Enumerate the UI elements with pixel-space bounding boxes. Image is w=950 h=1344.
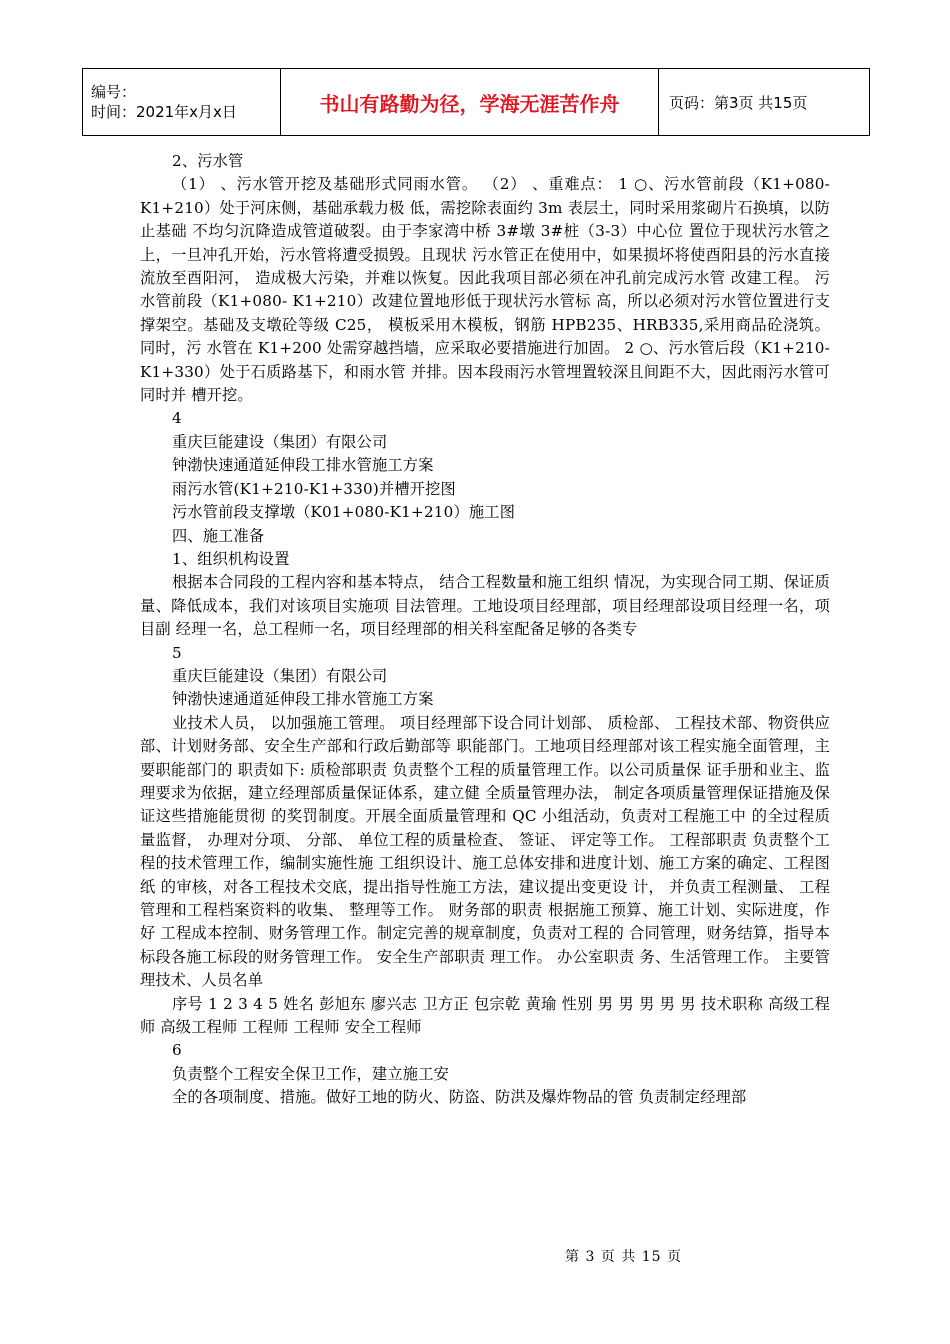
body-paragraph: （1） 、污水管开挖及基础形式同雨水管。 （2） 、重难点： 1 ○、污水管前段（K1+080-K1+210）处于河床侧，基础承载力极 低，需挖除表面约 3m 表层土，同时采用浆砌片石换填，以防止基础 不均匀沉降造成管道破裂。由于李家湾中桥 3#墩 3#桩（3-3）中心位 置位于现状污水管之上，一旦冲孔开始，污水管将遭受损毁。且现状 污水管正在使用中，如果损坏将使酉阳县的污水直接流放至酉阳河， 造成极大污染，并难以恢复。因此我项目部必须在冲孔前完成污水管 改建工程。 污水管前段（K1+080- K1+210）改建位置地形低于现状污水管标 高，所以必须对污水管位置进行支撑架空。基础及支墩砼等级 C25， 模板采用木模板，钢筋 HPB235、HRB335,采用商品砼浇筑。同时，污 水管在 K1+200 处需穿越挡墙，应采取必要措施进行加固。 2 ○、污水管后段（K1+210-K1+330）处于石质路基下，和雨水管 并排。因本段雨污水管埋置较深且间距不大，因此雨污水管可同时并 槽开挖。 bbox=[140, 175, 830, 405]
document-number-label: 编号： bbox=[91, 83, 137, 101]
section-heading: 2、污水管 bbox=[172, 152, 244, 170]
page-header bbox=[82, 68, 870, 136]
header-meta bbox=[83, 69, 281, 135]
header-page-number: 页码：第3页 共15页 bbox=[669, 93, 808, 112]
section-heading: 1、组织机构设置 bbox=[172, 549, 290, 568]
body-paragraph: 根据本合同段的工程内容和基本特点， 结合工程数量和施工组织 情况，为实现合同工期、保证质量、降低成本，我们对该项目实施项 目法管理。工地设项目经理部，项目经理部设项目经理一名，项目副 经理一名，总工程师一名，项目经理部的相关科室配备足够的各类专 bbox=[140, 573, 830, 639]
document-body bbox=[140, 150, 830, 1110]
body-paragraph: 负责整个工程安全保卫工作，建立施工安 bbox=[172, 1064, 449, 1083]
document-title: 钟渤快速通道延伸段工排水管施工方案 bbox=[172, 456, 434, 475]
page-marker: 4 bbox=[172, 409, 182, 428]
body-paragraph: 业技术人员， 以加强施工管理。 项目经理部下设合同计划部、 质检部、 工程技术部、物资供应部、计划财务部、安全生产部和行政后勤部等 职能部门。工地项目经理部对该工程实施全面管理，主要职能部门的 职责如下: 质检部职责 负责整个工程的质量管理工作。以公司质量保 证手册和业主、监理要求为依据，建立经理部质量保证体系，建立健 全质量管理办法， 制定各项质量管理保证措施及保证这些措施能贯彻 的奖罚制度。开展全面质量管理和 QC 小组活动，负责对工程施工中 的全过程质量监督， 办理对分项、 分部、 单位工程的质量检查、 签证、 评定等工作。 工程部职责 负责整个工程的技术管理工作，编制实施性施 工组织设计、施工总体安排和进度计划、施工方案的确定、工程图纸 的审核，对各工程技术交底，提出指导性施工方法，建议提出变更设 计， 并负责工程测量、 工程管理和工程档案资料的收集、 整理等工作。 财务部的职责 根据施工预算、施工计划、实际进度，作好 工程成本控制、财务管理工作。制定完善的规章制度，负责对工程的 合同管理，财务结算，指导本标段各施工标段的财务管理工作。 安全生产部职责 理工作。 办公室职责 务、生活管理工作。 主要管理技术、人员名单 bbox=[140, 713, 830, 990]
staff-list: 序号 1 2 3 4 5 姓名 彭旭东 廖兴志 卫方正 包宗乾 黄瑜 性别 男 男 男 男 男 技术职称 高级工程师 高级工程师 工程师 工程师 安全工程师 bbox=[140, 994, 830, 1037]
page-marker: 5 bbox=[172, 643, 182, 662]
body-paragraph: 全的各项制度、措施。做好工地的防火、防盗、防洪及爆炸物品的管 负责制定经理部 bbox=[172, 1088, 747, 1107]
motto-text: 书山有路勤为径，学海无涯苦作舟 bbox=[319, 91, 620, 116]
figure-caption: 污水管前段支撑墩（K01+080-K1+210）施工图 bbox=[172, 503, 516, 522]
company-name: 重庆巨能建设（集团）有限公司 bbox=[172, 666, 388, 685]
page-footer: 第 3 页 共 15 页 bbox=[565, 1249, 682, 1265]
document-title: 钟渤快速通道延伸段工排水管施工方案 bbox=[172, 690, 434, 709]
section-heading: 四、施工准备 bbox=[172, 526, 265, 545]
figure-caption: 雨污水管(K1+210-K1+330)并槽开挖图 bbox=[172, 479, 456, 498]
company-name: 重庆巨能建设（集团）有限公司 bbox=[172, 432, 388, 451]
header-page-info bbox=[659, 69, 869, 135]
document-date: 时间：2021年x月x日 bbox=[91, 103, 237, 121]
header-motto bbox=[281, 69, 659, 135]
page-marker: 6 bbox=[172, 1041, 182, 1060]
